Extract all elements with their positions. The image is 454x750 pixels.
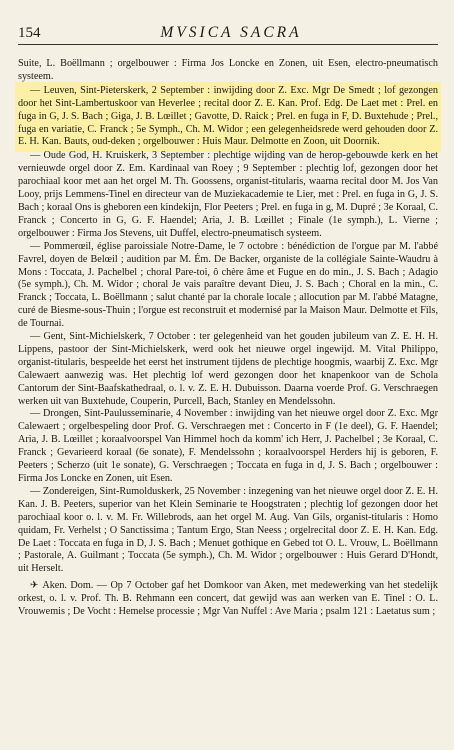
page-header	[18, 20, 438, 45]
paragraph-zondereigen: — Zondereigen, Sint-Rumolduskerk, 25 November : inzegening van het nieuwe orgel door Z. E. H. Kan. J. B. Peeters, superior van het Klein Seminarie te Hoogstraten ; plechtig lof gezongen door het parochiaal koor o. l. v. M. Fr. Willebrods, aan het orgel M. Aug. Van Gils, organist-titularis : Homo quidam, Fr. Verhelst ; O Sanctissima ; Tantum Ergo, Stan Neess ; orgelrecital door Z. E. H. Kan. Edg. De Laet : Toccata en fuga in D, J. S. Bach ; Menuet gothique en Gebed tot O. L. Vrouw, L. Boëllmann ; Pastorale, A. Guilmant ; Toccata (5e symph.), Ch. M. Widor ; orgelbouwer : Huis Gerard D'Hondt, uit Herselt.	[18, 485, 438, 575]
page-number: 154	[18, 25, 41, 41]
running-title: MVSICA SACRA	[160, 24, 302, 41]
paragraph-continuation: Suite, L. Boëllmann ; orgelbouwer : Firma Jos Loncke en Zonen, uit Esen, electro-pneumatisch systeem.	[18, 58, 438, 82]
paragraph-leuven-highlighted: — Leuven, Sint-Pieterskerk, 2 September : inwijding door Z. Exc. Mgr De Smedt ; lof gezongen door het Sint-Lambertuskoor van Heverlee ; recital door Z. E. Kan. Prof. Edg. De Laet met : Prel. en fuga in G, J. S. Bach ; Giga, J. B. Lœillet ; Gavotte, D. Raick ; Prel. en fuga in F, D. Buxtehude ; Prel., fuga en variatie, C. Franck ; 5e Symph., Ch. M. Widor ; een gelegenheidsrede werd gehouden door Z. E. H. Kan. Bauts, oud-deken ; orgelbouwer : Huis Maur. Delmotte en Zoon, uit Doornik.	[18, 84, 438, 148]
paragraph-aken: ✈ Aken. Dom. — Op 7 October gaf het Domkoor van Aken, met medewerking van het stedelijk orkest, o. l. v. Prof. Th. B. Rehmann een concert, dat gewijd was aan werken van E. Tinel : O. L. Vrouwemis ; De Vocht : Hemelse processie ; Mgr Van Nuffel : Ave Maria ; psalm 121 : Laetatus sum ;	[18, 580, 438, 618]
body-text	[18, 58, 438, 619]
paragraph-oude-god: — Oude God, H. Kruiskerk, 3 September : plechtige wijding van de herop-gebouwde kerk en het vernieuwde orgel door Z. Em. Kardinaal van Roey ; 9 September : plechtig lof, gezongen door het parochiaal koor met aan het orgel M. Th. Goossens, organist-titularis, waarna recital door M. Jos Van Looy, prijs Lemmens-Tinel en directeur van de Muziekacademie te Lier, met : Prel. en fuga in G, J. S. Bach ; koraal Ons is gheboren een kindekijn, Flor Peeters ; Prel. en fuga in g, M. Dupré ; 3e Koraal, C. Franck ; Concerto in G, G. F. Haendel; Aria, J. B. Lœillet ; Finale (1e symph.), L. Vierne ; orgelbouwer : Firma Jos Stevens, uit Duffel, electro-pneumatisch systeem.	[18, 150, 438, 239]
paragraph-drongen: — Drongen, Sint-Paulusseminarie, 4 November : inwijding van het nieuwe orgel door Z. Exc. Mgr Calewaert ; orgelbespeling door Prof. G. Verschraegen met : Concerto in F (1e deel), G. F. Haendel; Aria, J. B. Lœillet ; koraalvoorspel Van Himmel hoch da komm' ich Herr, J. Pachelbel ; 3e Koraal, C. Franck ; Gevarieerd koraal (6e sonate), F. Mendelssohn ; koraalvoorspel Herders hij is geboren, F. Peeters ; Scherzo (uit 1e sonate), G. Verschraegen ; Toccata en fuga in d, J. S. Bach ; orgelbouwer : Firma Jos Loncke en Zonen, uit Esen.	[18, 408, 438, 484]
paragraph-gent: — Gent, Sint-Michielskerk, 7 October : ter gelegenheid van het gouden jubileum van Z. E. H. H. Lippens, pastoor der Sint-Michielskerk, werd ook het nieuwe orgel ingewijd. M. Vital Philippo, organist-titularis, bespeelde het eerst het instrument tijdens de plechtige hoogmis, waarbij Z. Exc. Mgr Calewaert aanwezig was. Het plechtig lof werd gezongen door het knapenkoor van de Schola Cantorum der Sint-Baafskathedraal, o. l. v. Z. E. H. Dubuisson. Daarna voerde Prof. G. Verschraegen werken uit van Buxtehude, Couperin, Purcell, Bach, Stanley en Mendelssohn.	[18, 331, 438, 407]
paragraph-pommeroeil: — Pommerœil, église paroissiale Notre-Dame, le 7 octobre : bénédiction de l'orgue par M. l'abbé Favrel, doyen de Belœil ; audition par M. Ém. De Backer, organiste de la collégiale Sainte-Waudru à Mons : Toccata, J. Pachelbel ; choral Pare-toi, ô chère âme et Fugue en do min., J. S. Bach ; Adagio (5e symph.), Ch. M. Widor ; choral Je vais paraître devant Dieu, J. S. Bach ; Choral en la min., C. Franck ; Toccata, L. Boëllmann ; salut chanté par la chorale locale ; allocution par M. l'abbé Matagne, curé de Biesme-sous-Thuin ; l'orgue est reconstruit et modernisé par la Maison Maur. Delmotte et Fils, de Tournai.	[18, 240, 438, 330]
